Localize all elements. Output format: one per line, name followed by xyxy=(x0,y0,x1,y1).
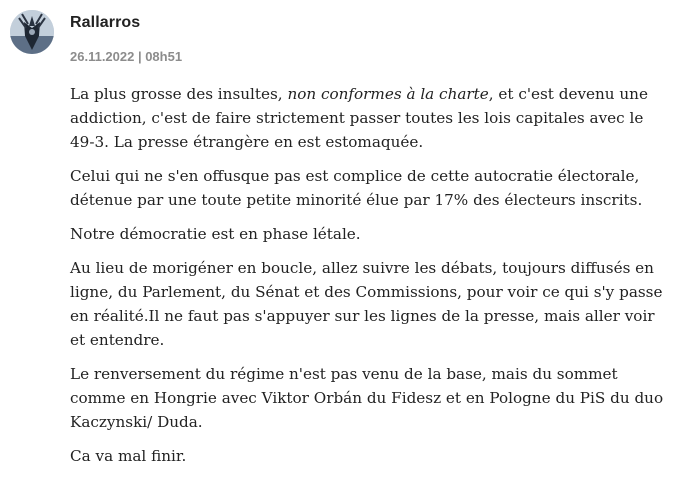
comment-paragraph: Notre démocratie est en phase létale. xyxy=(70,225,361,243)
comment-paragraph: Le renversement du régime n'est pas venu de la base, mais du sommet comme en Hongrie avec Viktor Orbán du Fidesz et en Pologne du PiS du duo Kaczynski/ Duda. xyxy=(70,365,664,431)
comment-body xyxy=(70,82,670,478)
comment-paragraph: Celui qui ne s'en offusque pas est complice de cette autocratie électorale, détenue par une toute petite minorité élue par 17% des électeurs inscrits. xyxy=(70,167,643,209)
paragraph-text: La plus grosse des insultes, xyxy=(70,85,288,103)
paragraph-emphasis: non conformes à la charte xyxy=(287,85,489,103)
comment-paragraph xyxy=(70,82,670,154)
paragraph-text: , et c'est devenu une addiction, c'est de faire strictement passer toutes les lois capitales avec le 49-3. La presse étrangère en est estomaquée. xyxy=(70,85,648,151)
comment-paragraph: Ca va mal finir. xyxy=(70,447,187,465)
comment-paragraph: Au lieu de morigéner en boucle, allez suivre les débats, toujours diffusés en ligne, du Parlement, du Sénat et des Commissions, pour voir ce qui s'y passe en réalité.Il ne faut pas s'appuyer sur les lignes de la presse, mais aller voir et entendre. xyxy=(70,259,663,349)
user-avatar-icon[interactable] xyxy=(10,10,54,54)
comment-author[interactable]: Rallarros xyxy=(70,14,141,31)
comment-date: 26.11.2022 | 08h51 xyxy=(70,49,183,64)
